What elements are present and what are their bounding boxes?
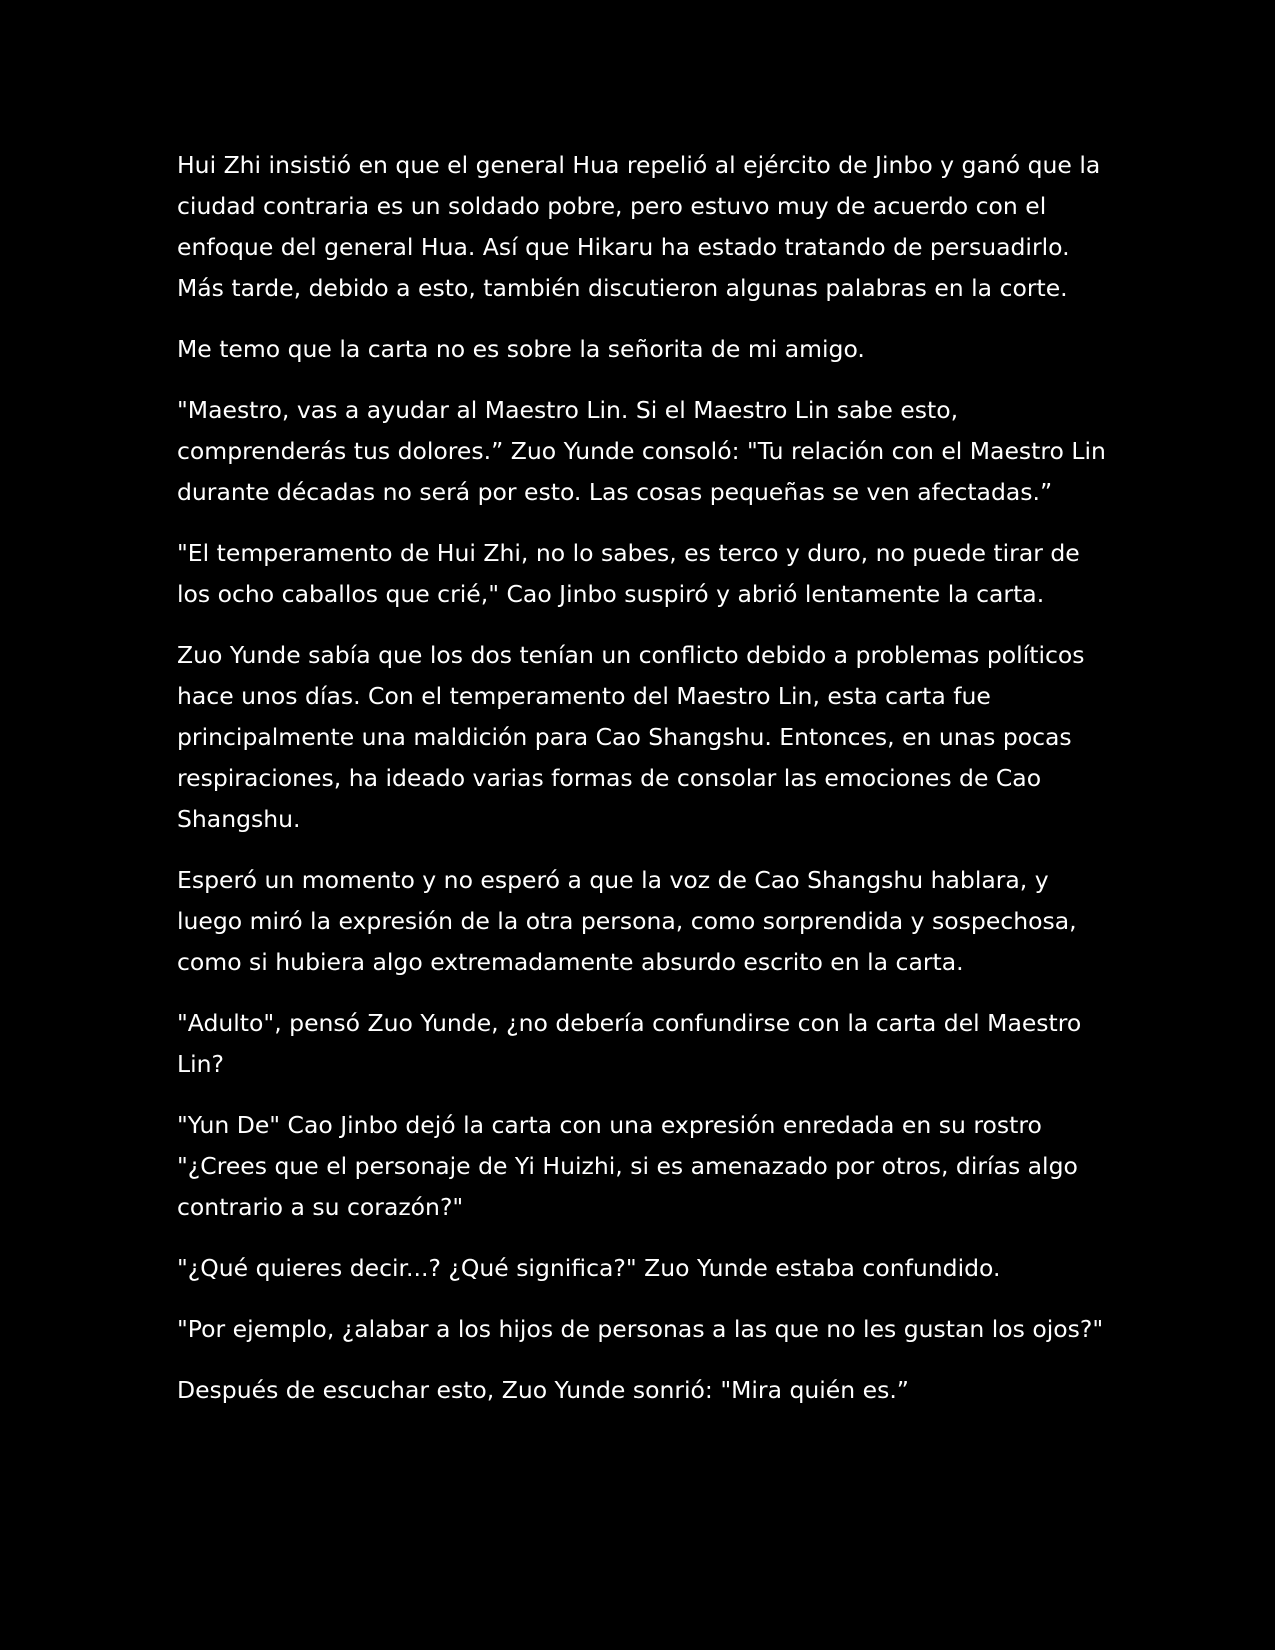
paragraph: Esperó un momento y no esperó a que la voz de Cao Shangshu hablara, y luego miró la expresión de la otra persona, como sorprendida y sospechosa, como si hubiera algo extremadamente absurdo escrito en la carta.	[177, 866, 1077, 976]
paragraph: Zuo Yunde sabía que los dos tenían un conflicto debido a problemas políticos hace unos días. Con el temperamento del Maestro Lin, esta carta fue principalmente una maldición para Cao Shangshu. Entonces, en unas pocas respiraciones, ha ideado varias formas de consolar las emociones de Cao Shangshu.	[177, 641, 1085, 833]
paragraph: Me temo que la carta no es sobre la señorita de mi amigo.	[177, 335, 865, 363]
paragraph: "¿Qué quieres decir...? ¿Qué significa?" Zuo Yunde estaba confundido.	[177, 1254, 1001, 1282]
paragraph: "El temperamento de Hui Zhi, no lo sabes, es terco y duro, no puede tirar de los ocho caballos que crié," Cao Jinbo suspiró y abrió lentamente la carta.	[177, 539, 1080, 608]
paragraph: "Maestro, vas a ayudar al Maestro Lin. Si el Maestro Lin sabe esto, comprenderás tus dolores.” Zuo Yunde consoló: "Tu relación con el Maestro Lin durante décadas no será por esto. Las cosas pequeñas se ven afectadas.”	[177, 396, 1106, 506]
document-body	[177, 145, 1107, 1431]
paragraph: Hui Zhi insistió en que el general Hua repelió al ejército de Jinbo y ganó que la ciudad contraria es un soldado pobre, pero estuvo muy de acuerdo con el enfoque del general Hua. Así que Hikaru ha estado tratando de persuadirlo. Más tarde, debido a esto, también discutieron algunas palabras en la corte.	[177, 151, 1101, 302]
paragraph: "Por ejemplo, ¿alabar a los hijos de personas a las que no les gustan los ojos?"	[177, 1315, 1104, 1343]
paragraph: "Yun De" Cao Jinbo dejó la carta con una expresión enredada en su rostro "¿Crees que el personaje de Yi Huizhi, si es amenazado por otros, dirías algo contrario a su corazón?"	[177, 1111, 1078, 1221]
paragraph: "Adulto", pensó Zuo Yunde, ¿no debería confundirse con la carta del Maestro Lin?	[177, 1009, 1082, 1078]
paragraph: Después de escuchar esto, Zuo Yunde sonrió: "Mira quién es.”	[177, 1376, 909, 1404]
